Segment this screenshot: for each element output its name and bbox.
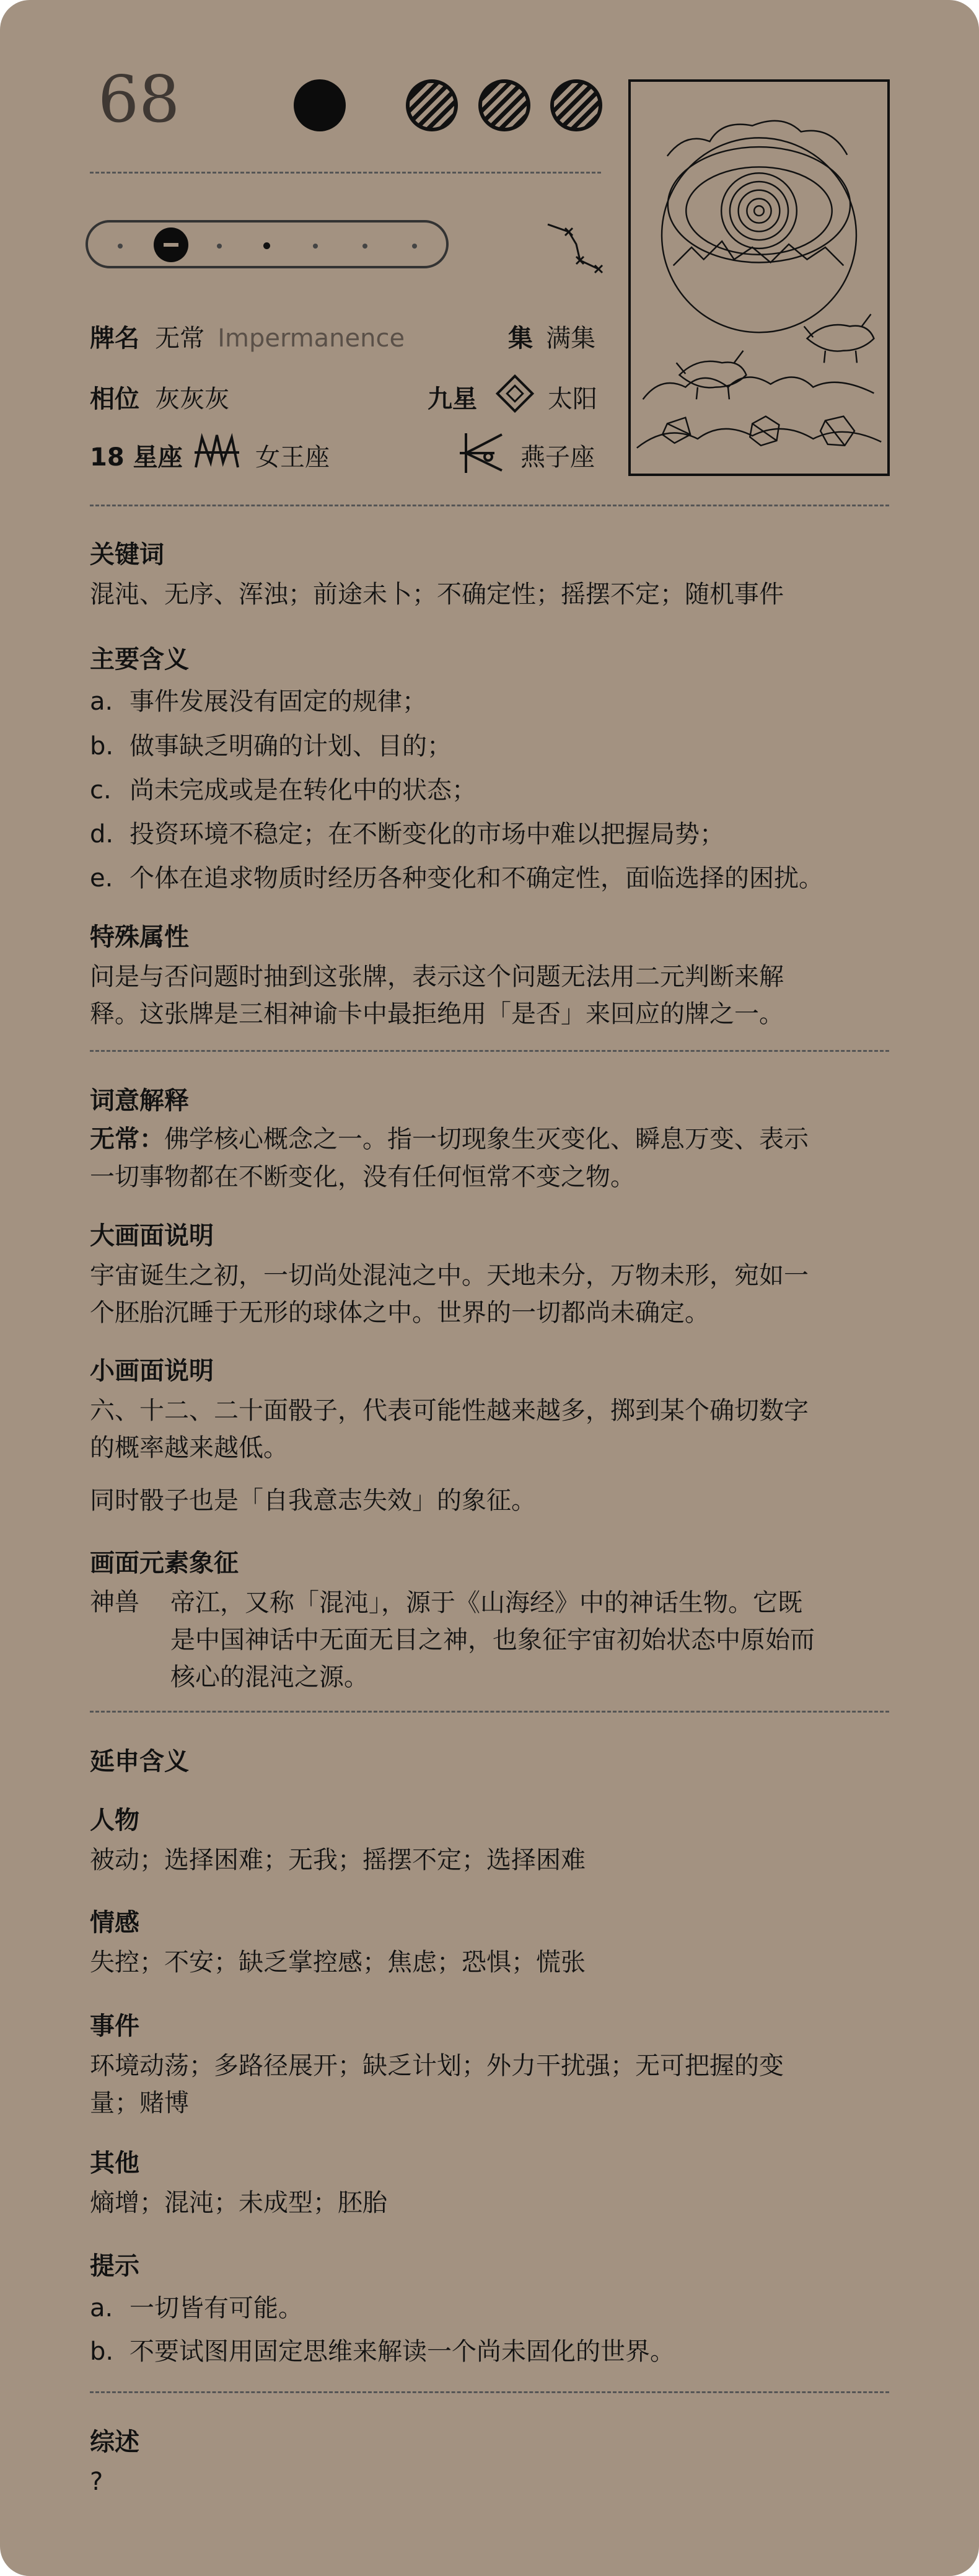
phase-label: 相位	[90, 385, 139, 413]
divider	[90, 2391, 889, 2393]
slider-knob-icon[interactable]	[154, 227, 188, 262]
slider-tick	[362, 244, 367, 249]
divider	[90, 172, 601, 174]
moon-phase-hatched-icon	[550, 79, 602, 131]
small-picture-line: 六、十二、二十面骰子，代表可能性越来越多，掷到某个确切数字	[90, 1396, 809, 1425]
big-picture-title: 大画面说明	[90, 1222, 214, 1250]
other-title: 其他	[90, 2149, 139, 2177]
emotion-title: 情感	[90, 1908, 139, 1937]
slider-tick	[217, 244, 222, 249]
name-cn: 无常	[155, 324, 205, 353]
word-line: 一切事物都在不断变化，没有任何恒常不变之物。	[90, 1163, 635, 1191]
slider-tick	[412, 244, 417, 249]
word-line: 佛学核心概念之一。指一切现象生灭变化、瞬息万变、表示	[164, 1125, 809, 1153]
main-meaning-title: 主要含义	[90, 645, 189, 674]
moon-phase-hatched-icon	[406, 79, 458, 131]
symbols-term: 神兽	[90, 1588, 139, 1617]
divider	[90, 1711, 889, 1713]
events-title: 事件	[90, 2012, 139, 2040]
events-line: 环境动荡；多路径展开；缺乏计划；外力干扰强；无可把握的变	[90, 2052, 784, 2080]
phase-slider[interactable]	[86, 220, 449, 268]
queen-constellation-glyph-icon	[193, 431, 240, 472]
name-en: Impermanence	[217, 324, 405, 353]
slider-tick	[313, 244, 318, 249]
tips-title: 提示	[90, 2252, 139, 2280]
constellation2-value: 燕子座	[520, 443, 595, 472]
constellation-mini-icon	[544, 216, 604, 275]
special-line: 问是与否问题时抽到这张牌，表示这个问题无法用二元判断来解	[90, 963, 784, 991]
divider	[90, 1050, 889, 1052]
people-title: 人物	[90, 1806, 139, 1835]
events-line: 量；赌博	[90, 2089, 189, 2117]
slider-tick	[118, 244, 123, 249]
moon-phase-solid-icon	[294, 79, 346, 131]
list-item: a. 事件发展没有固定的规律；	[90, 687, 427, 716]
list-item: d. 投资环境不稳定；在不断变化的市场中难以把握局势；	[90, 820, 724, 849]
big-picture-line: 宇宙诞生之初，一切尚处混沌之中。天地未分，万物未形，宛如一	[90, 1261, 809, 1290]
divider	[90, 505, 889, 506]
set-label: 集	[508, 324, 533, 353]
slider-tick	[263, 242, 270, 249]
nine-star-value: 太阳	[548, 385, 597, 413]
phase-value: 灰灰灰	[155, 385, 230, 413]
list-item: a. 一切皆有可能。	[90, 2294, 303, 2322]
swallow-constellation-glyph-icon	[457, 430, 507, 475]
diamond-nine-star-icon	[494, 373, 536, 415]
keywords-text: 混沌、无序、浑浊；前途未卜；不确定性；摇摆不定；随机事件	[90, 580, 784, 609]
word-term: 无常：	[90, 1125, 164, 1153]
list-item: b. 做事缺乏明确的计划、目的；	[90, 732, 452, 761]
card-illustration	[628, 79, 890, 476]
big-picture-line: 个胚胎沉睡于无形的球体之中。世界的一切都尚未确定。	[90, 1299, 709, 1327]
extended-title: 延申含义	[90, 1747, 189, 1776]
constellation-label: 18 星座	[90, 443, 183, 472]
word-meaning-title: 词意解释	[90, 1087, 189, 1115]
people-text: 被动；选择困难；无我；摇摆不定；选择困难	[90, 1846, 586, 1874]
set-value: 满集	[546, 324, 596, 353]
special-title: 特殊属性	[90, 923, 189, 951]
summary-title: 综述	[90, 2428, 139, 2456]
emotion-text: 失控；不安；缺乏掌控感；焦虑；恐惧；慌张	[90, 1948, 586, 1977]
list-item: b. 不要试图用固定思维来解读一个尚未固化的世界。	[90, 2337, 675, 2366]
special-line: 释。这张牌是三相神谕卡中最拒绝用「是否」来回应的牌之一。	[90, 1000, 784, 1028]
symbols-title: 画面元素象征	[90, 1549, 239, 1577]
symbols-line: 核心的混沌之源。	[170, 1663, 369, 1692]
other-text: 熵增；混沌；未成型；胚胎	[90, 2189, 387, 2217]
symbols-line: 是中国神话中无面无目之神，也象征宇宙初始状态中原始而	[170, 1626, 815, 1654]
card-number: 68	[98, 61, 180, 137]
small-picture-line: 的概率越来越低。	[90, 1434, 288, 1462]
list-item: e. 个体在追求物质时经历各种变化和不确定性，面临选择的困扰。	[90, 864, 823, 893]
small-picture-line: 同时骰子也是「自我意志失效」的象征。	[90, 1486, 536, 1515]
constellation-value: 女王座	[255, 443, 330, 472]
name-label: 牌名	[90, 324, 139, 353]
symbols-line: 帝江，又称「混沌」，源于《山海经》中的神话生物。它既	[170, 1589, 802, 1617]
keywords-title: 关键词	[90, 540, 164, 569]
summary-text: ?	[90, 2468, 103, 2496]
list-item: c. 尚未完成或是在转化中的状态；	[90, 776, 476, 805]
moon-phase-hatched-icon	[478, 79, 530, 131]
nine-star-label: 九星	[428, 385, 477, 413]
small-picture-title: 小画面说明	[90, 1357, 214, 1385]
